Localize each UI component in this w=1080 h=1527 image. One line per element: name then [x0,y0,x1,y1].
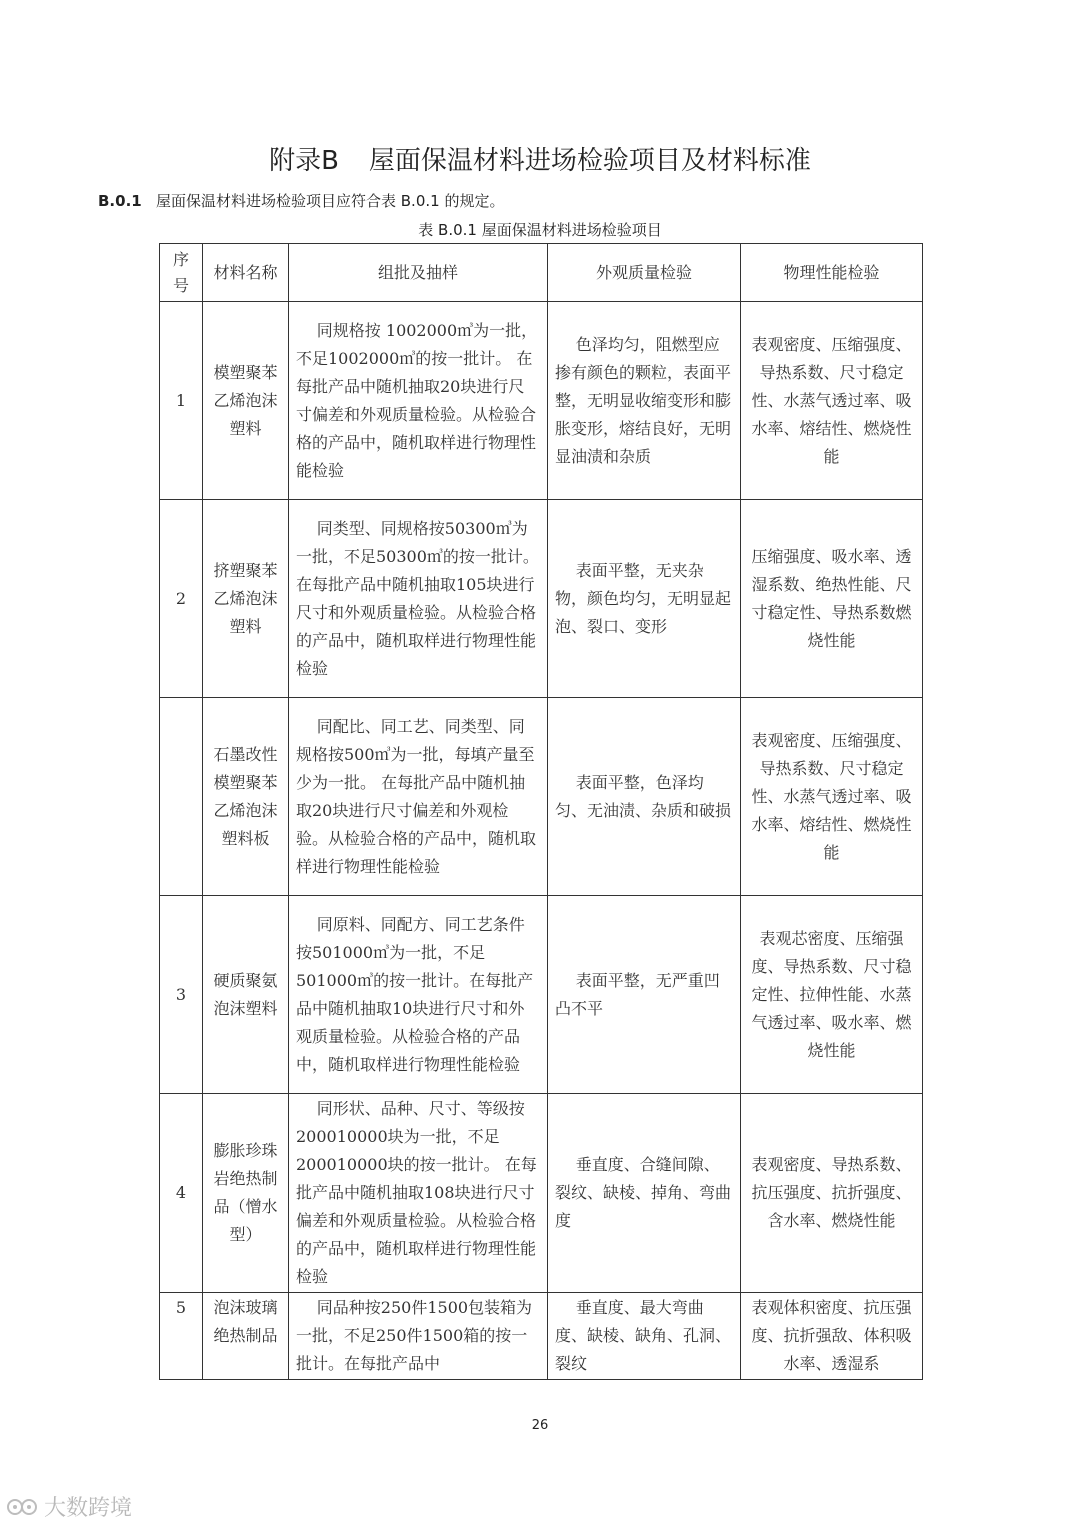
cell-no [160,698,203,896]
cell-appearance: 表面平整，色泽均匀、无油渍、杂质和破损 [548,698,741,896]
table-caption: 表 B.0.1 屋面保温材料进场检验项目 [418,221,662,239]
header-physical: 物理性能检验 [741,244,923,302]
cell-physical: 表观密度、压缩强度、导热系数、尺寸稳定性、水蒸气透过率、吸水率、熔结性、燃烧性能 [741,698,923,896]
clause-text: 屋面保温材料进场检验项目应符合表 B.0.1 的规定。 [156,192,505,210]
title-main: 屋面保温材料进场检验项目及材料标准 [368,146,811,176]
cell-sampling: 同配比、同工艺、同类型、同规格按500㎥为一批，每填产量至少为一批。 在每批产品中随机抽取20块进行尺寸偏差和外观检验。从检验合格的产品中，随机取样进行物理性能检验 [289,698,548,896]
table-row [160,1094,923,1293]
inspection-table [159,243,923,1380]
cell-physical: 表观密度、导热系数、抗压强度、抗折强度、含水率、燃烧性能 [741,1094,923,1293]
cell-material: 石墨改性模塑聚苯乙烯泡沫塑料板 [203,698,289,896]
cell-material: 模塑聚苯乙烯泡沫塑料 [203,302,289,500]
cell-physical: 压缩强度、吸水率、透湿系数、绝热性能、尺寸稳定性、导热系数燃烧性能 [741,500,923,698]
header-appearance: 外观质量检验 [548,244,741,302]
page-title [0,140,1080,177]
cell-physical: 表观体积密度、抗压强度、抗折强敌、体积吸水率、透湿系 [741,1293,923,1380]
header-sampling: 组批及抽样 [289,244,548,302]
watermark-text: 大数跨境 [44,1496,133,1521]
cell-no: 2 [160,500,203,698]
table-row [160,896,923,1094]
cell-no: 4 [160,1094,203,1293]
cell-no: 5 [160,1293,203,1380]
cell-sampling: 同类型、同规格按50300㎥为一批，不足50300㎥的按一批计。在每批产品中随机抽取105块进行尺寸和外观质量检验。从检验合格的产品中，随机取样进行物理性能检验 [289,500,548,698]
cell-appearance: 色泽均匀，阻燃型应掺有颜色的颗粒，表面平整，无明显收缩变形和膨胀变形，熔结良好，无明显油渍和杂质 [548,302,741,500]
cell-sampling: 同形状、品种、尺寸、等级按200010000块为一批，不足200010000块的按一批计。 在每批产品中随机抽取108块进行尺寸偏差和外观质量检验。从检验合格的产品中，随机取样进行物理性能检验 [289,1094,548,1293]
cell-appearance: 表面平整，无严重凹凸不平 [548,896,741,1094]
cell-sampling: 同品种按250件1500包装箱为一批，不足250件1500箱的按一批计。在每批产品中 [289,1293,548,1380]
watermark-logo-icon [6,1496,40,1518]
cell-material: 膨胀珍珠岩绝热制品（憎水型） [203,1094,289,1293]
title-prefix: 附录B [269,146,339,176]
table-row [160,1293,923,1380]
table-row [160,698,923,896]
cell-material: 泡沫玻璃绝热制品 [203,1293,289,1380]
watermark [6,1491,132,1522]
page-number: 26 [531,1418,549,1433]
cell-sampling: 同规格按 1002000㎥为一批，不足1002000㎥的按一批计。 在每批产品中随机抽取20块进行尺寸偏差和外观质量检验。从检验合格的产品中，随机取样进行物理性能检验 [289,302,548,500]
cell-physical: 表观芯密度、压缩强度、导热系数、尺寸稳定性、拉伸性能、水蒸气透过率、吸水率、燃烧性能 [741,896,923,1094]
clause-paragraph [98,190,504,211]
header-no: 序号 [160,244,203,302]
cell-appearance: 垂直度、合缝间隙、裂纹、缺棱、掉角、弯曲度 [548,1094,741,1293]
cell-material: 硬质聚氨泡沫塑料 [203,896,289,1094]
cell-no: 1 [160,302,203,500]
clause-number: B.0.1 [98,192,142,210]
cell-material: 挤塑聚苯乙烯泡沫塑料 [203,500,289,698]
cell-physical: 表观密度、压缩强度、导热系数、尺寸稳定性、水蒸气透过率、吸水率、熔结性、燃烧性能 [741,302,923,500]
cell-sampling: 同原料、同配方、同工艺条件按501000㎥为一批，不足501000㎥的按一批计。在每批产品中随机抽取10块进行尺寸和外观质量检验。从检验合格的产品中，随机取样进行物理性能检验 [289,896,548,1094]
cell-no: 3 [160,896,203,1094]
table-row [160,302,923,500]
cell-appearance: 垂直度、最大弯曲度、缺棱、缺角、孔洞、裂纹 [548,1293,741,1380]
table-header-row [160,244,923,302]
table-row [160,500,923,698]
cell-appearance: 表面平整，无夹杂物，颜色均匀，无明显起泡、裂口、变形 [548,500,741,698]
header-material: 材料名称 [203,244,289,302]
